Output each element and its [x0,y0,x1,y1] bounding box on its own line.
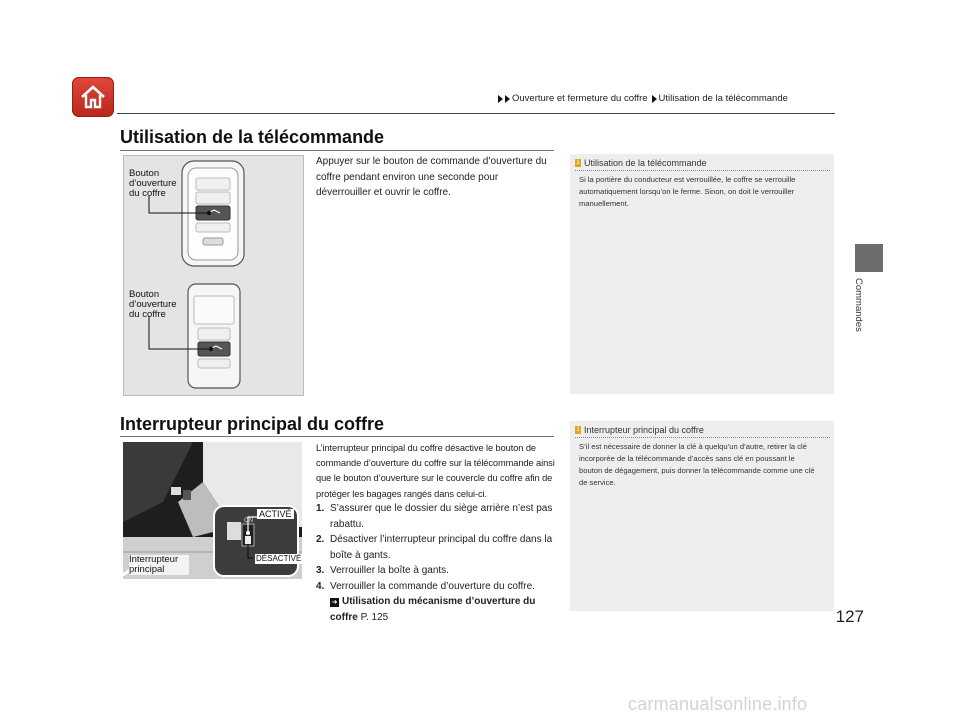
note-title-remote [575,158,707,168]
switch-on-text: ON [244,518,253,524]
note-text-master-switch: S’il est nécessaire de donner la clé à quelqu’un d’autre, retirer la clé incorporée de la télécommande d’accès sans clé en poussant le bouton de dégagement, puis donner la télécommande comme une clé de service. [579,442,815,487]
home-button[interactable] [72,77,114,117]
note-title-master-switch [575,425,704,435]
cross-reference[interactable] [316,594,556,625]
note-divider [575,170,830,171]
list-item: 3. Verrouiller la boîte à gants. [316,565,449,576]
breadcrumb-arrow-icon [498,95,503,103]
figure-label-trunk-button-2: Bouton d’ouverture du coffre [129,289,177,320]
note-title-text: Interrupteur principal du coffre [584,425,704,435]
cross-reference-arrow-icon: ➜ [331,599,338,606]
figure-label-off: DÉSACTIVÉ [256,554,302,563]
home-icon [79,84,107,110]
remote-figure [123,155,304,396]
note-number-badge: 1 [576,160,580,166]
steps-list [316,501,556,625]
section-title-master-switch: Interrupteur principal du coffre [120,414,385,434]
figure-label-master-switch: Interrupteur principal [129,555,189,575]
cross-reference-page[interactable]: P. 125 [360,611,389,623]
master-switch-photo [123,442,302,579]
side-tab-marker [855,244,883,272]
list-item: 2. Désactiver l’interrupteur principal du coffre dans la boîte à gants. [316,534,553,561]
side-tab-label[interactable]: Commandes [853,278,864,332]
breadcrumb [498,93,788,104]
breadcrumb-item-remote[interactable]: Utilisation de la télécommande [658,93,788,104]
section-title-remote: Utilisation de la télécommande [120,127,385,147]
note-title-text: Utilisation de la télécommande [584,158,707,168]
list-item: 1. S’assurer que le dossier du siège arrière n’est pas rabattu. [316,503,553,530]
cross-reference-link[interactable]: Utilisation du mécanisme d’ouverture du coffre [330,596,536,623]
note-box-master-switch [570,421,834,611]
section-title-rule [120,150,554,151]
page-number: 127 [835,607,864,626]
section-title-rule [120,436,554,437]
list-item: 4. Verrouiller la commande d’ouverture du coffre. [316,580,535,592]
note-number-badge: 1 [576,427,580,433]
section1-body: Appuyer sur le bouton de commande d’ouverture du coffre pendant environ une seconde pour déverrouiller et ouvrir le coffre. [316,156,547,198]
note-box-remote [570,154,834,394]
header-divider [117,113,835,114]
figure-label-trunk-button-1: Bouton d’ouverture du coffre [129,168,177,199]
breadcrumb-arrow-icon [652,95,657,103]
breadcrumb-item-trunk[interactable]: Ouverture et fermeture du coffre [512,93,648,104]
breadcrumb-arrow-icon [505,95,510,103]
watermark: carmanualsonline.info [628,694,808,714]
note-divider [575,437,830,438]
note-text-remote: Si la portière du conducteur est verrouillée, le coffre se verrouille automatiquement lorsqu’on le ferme. Sinon, on doit le verrouiller manuellement. [579,175,796,208]
section2-intro: L’interrupteur principal du coffre désactive le bouton de commande d’ouverture du coffre sur la télécommande ainsi que le bouton d’ouverture sur le couvercle du coffre afin de protéger les bagages rangés dans celui-ci. [316,443,555,499]
figure-label-on: ACTIVÉ [259,509,292,519]
